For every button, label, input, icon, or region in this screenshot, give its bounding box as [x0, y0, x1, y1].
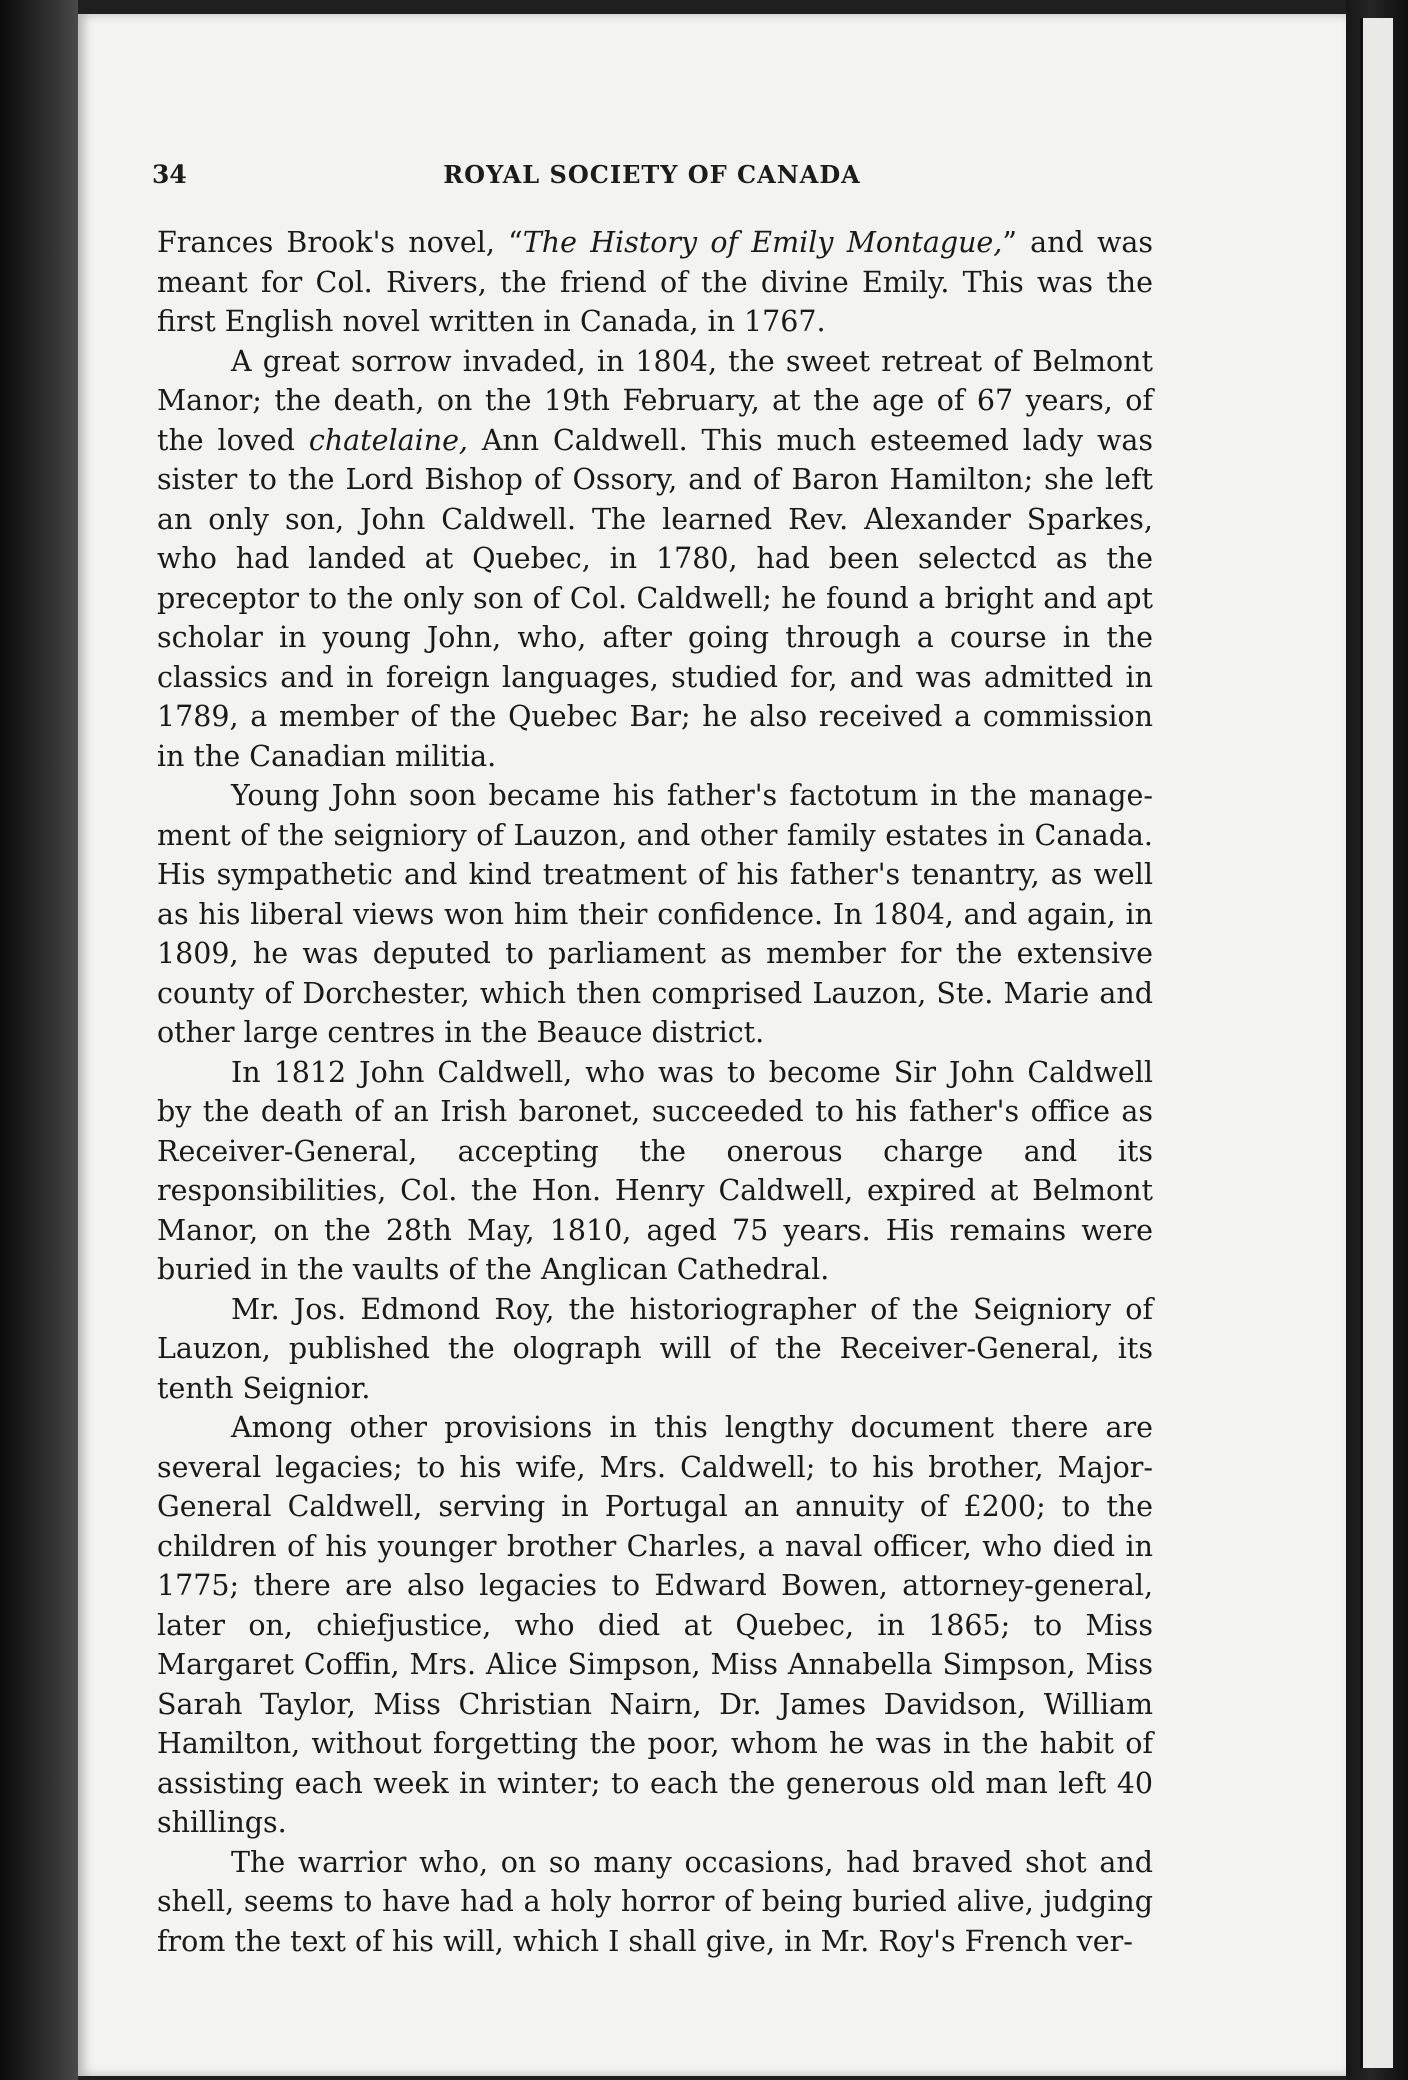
- page-number: 34: [152, 160, 187, 189]
- paragraph-3: Young John soon became his father's factotum in the management of the seigniory of Lauzon, and other family estates in Canada. His sympathetic and kind treatment of his father's tenantry, as well as his liberal views won him their confidence. In 1804, and again, in 1809, he was deputed to parliament as member for the extensive county of Dorchester, which then comprised Lauzon, Ste. Marie and other large centres in the Beauce district.: [157, 779, 1153, 1049]
- paragraph-1: [157, 223, 1153, 342]
- next-page-edge: [1360, 18, 1393, 2068]
- p1-post: ” and was meant for Col. Rivers, the friend of the divine Emily. This was the first English novel written in Canada, in 1767.: [157, 226, 1153, 338]
- body-text: [157, 223, 1153, 1961]
- book-binding-left: [0, 0, 78, 2080]
- p2-italic-word: chatelaine,: [308, 423, 468, 457]
- page-header: [152, 160, 1152, 200]
- p2-post: Ann Caldwell. This much esteemed lady was sister to the Lord Bishop of Ossory, and of Baron Hamilton; she left an only son, John Caldwell. The learned Rev. Alexander Sparkes, who had landed at Quebec, in 1780, had been selectcd as the preceptor to the only son of Col. Caldwell; he found a bright and apt scholar in young John, who, after going through a course in the classics and in foreign languages, studied for, and was admitted in 1789, a member of the Quebec Bar; he also received a commission in the Canadian militia.: [157, 423, 1153, 773]
- paragraph-4: In 1812 John Caldwell, who was to become Sir John Caldwell by the death of an Irish baronet, succeeded to his father's office as Receiver-General, accepting the onerous charge and its responsibilities, Col. the Hon. Henry Caldwell, expired at Belmont Manor, on the 28th May, 1810, aged 75 years. His remains were buried in the vaults of the Anglican Cathedral.: [157, 1055, 1153, 1286]
- p2-pre: A great sorrow invaded, in 1804, the sweet retreat of Belmont Manor; the death, on the 19th February, at the age of 67 years, of the loved: [157, 344, 1153, 457]
- p1-pre: Frances Brook's novel, “: [157, 226, 523, 259]
- paragraph-6: Among other provisions in this lengthy document there are several legacies; to his wife, Mrs. Caldwell; to his brother, Major-General Caldwell, serving in Portugal an annuity of £200; to the children of his younger brother Charles, a naval officer, who died in 1775; there are also legacies to Edward Bowen, attorney-general, later on, chiefjustice, who died at Quebec, in 1865; to Miss Margaret Coffin, Mrs. Alice Simpson, Miss Annabella Simpson, Miss Sarah Taylor, Miss Christian Nairn, Dr. James Davidson, William Hamilton, without forgetting the poor, whom he was in the habit of assisting each week in winter; to each the generous old man left 40 shillings.: [157, 1411, 1153, 1839]
- paragraph-5: Mr. Jos. Edmond Roy, the historiographer of the Seigniory of Lauzon, published the olograph will of the Receiver-General, its tenth Seignior.: [157, 1292, 1153, 1405]
- running-head: ROYAL SOCIETY OF CANADA: [443, 160, 861, 189]
- paragraph-7: The warrior who, on so many occasions, had braved shot and shell, seems to have had a holy horror of being buried alive, judging from the text of his will, which I shall give, in Mr. Roy's French ver-: [157, 1845, 1153, 1958]
- p1-italic-title: The History of Emily Montague,: [522, 226, 1003, 259]
- paragraph-2: [157, 342, 1153, 777]
